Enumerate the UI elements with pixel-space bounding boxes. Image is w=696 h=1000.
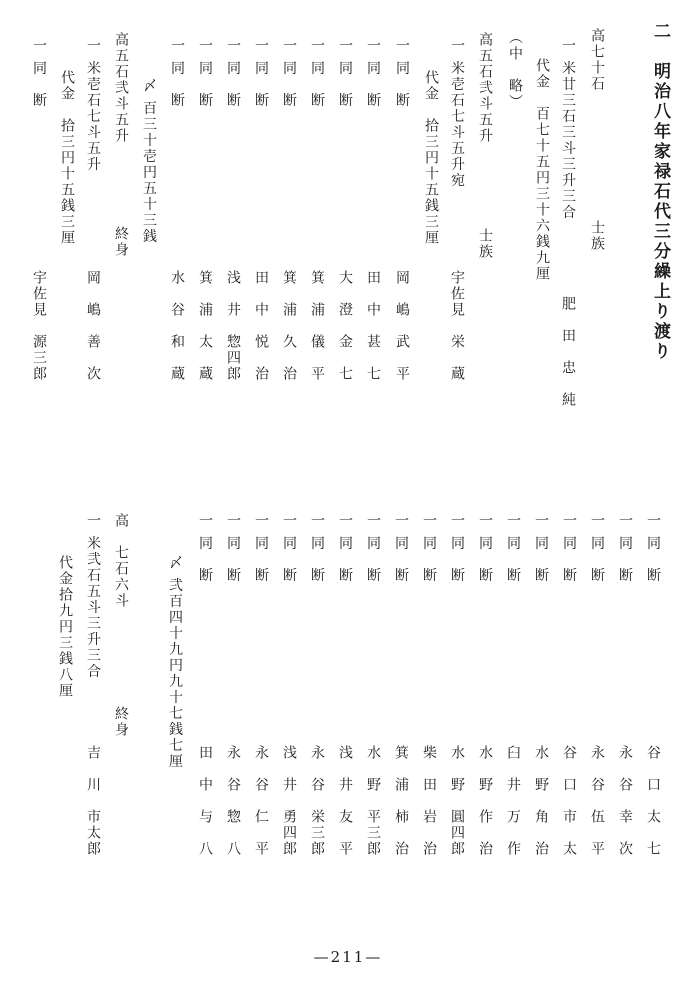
top-c2-name: 肥 田 忠 純 [560, 296, 576, 408]
top-c5-class: 士族 [477, 228, 493, 260]
list-item: 一 同 断 [309, 38, 325, 109]
top-total: 〆 百三十壱円五十三銭 [141, 78, 157, 245]
list-item: 一 同 断 [281, 38, 297, 109]
list-item: 一 同 断 [253, 38, 269, 109]
page-number: —211— [313, 948, 383, 966]
top-c8: 高五石弐斗五升 [113, 32, 129, 144]
top-c9: 一 米壱石七斗五升 [85, 38, 101, 173]
list-item-name: 永 谷 伍 平 [589, 745, 605, 857]
list-item: 一 同 断 [394, 38, 410, 109]
top-c1-class: 士族 [589, 220, 605, 252]
top-c10: 代金 拾三円十五銭三厘 [59, 70, 75, 246]
list-item-name: 柴 田 岩 治 [421, 745, 437, 857]
list-item-name: 水 谷 和 蔵 [169, 270, 185, 382]
list-item: 一 同 断 [561, 513, 577, 584]
top-c1: 高七十石 [589, 28, 605, 92]
list-item: 一 同 断 [533, 513, 549, 584]
top-c11: 一 同 断 [31, 38, 47, 109]
bottom-c1-note: 終身 [113, 706, 129, 738]
list-item: 一 同 断 [477, 513, 493, 584]
top-c9-name: 岡 嶋 善 次 [85, 270, 101, 382]
list-item: 一 同 断 [617, 513, 633, 584]
list-item-name: 谷 口 太 七 [645, 745, 661, 857]
bottom-c2: 一 米弐石五斗三升三合 [85, 513, 101, 680]
list-item: 一 同 断 [365, 513, 381, 584]
top-c8-note: 終身 [113, 226, 129, 258]
list-item: 一 同 断 [169, 38, 185, 109]
list-item-name: 永 谷 幸 次 [617, 745, 633, 857]
top-c5: 高五石弐斗五升 [477, 32, 493, 144]
list-item: 一 同 断 [365, 38, 381, 109]
bottom-c1: 高 七石六斗 [113, 513, 129, 609]
list-item-name: 田 中 与 八 [197, 745, 213, 857]
list-item-name: 谷 口 市 太 [561, 745, 577, 857]
list-item: 一 同 断 [393, 513, 409, 584]
top-c3: 代金 百七十五円三十六銭九厘 [534, 58, 550, 282]
list-item-name: 水 野 圓四郎 [449, 745, 465, 857]
list-item-name: 箕 浦 久 治 [281, 270, 297, 382]
list-item-name: 永 谷 惣 八 [225, 745, 241, 857]
list-item-name: 永 谷 栄三郎 [309, 745, 325, 857]
list-item-name: 浅 井 友 平 [337, 745, 353, 857]
list-item: 一 同 断 [505, 513, 521, 584]
list-item-name: 大 澄 金 七 [337, 270, 353, 382]
list-item-name: 岡 嶋 武 平 [394, 270, 410, 382]
top-c6-name: 宇佐見 栄 蔵 [449, 270, 465, 382]
list-item-name: 臼 井 万 作 [505, 745, 521, 857]
list-item-name: 田 中 甚 七 [365, 270, 381, 382]
list-item-name: 箕 浦 太 蔵 [197, 270, 213, 382]
list-item: 一 同 断 [309, 513, 325, 584]
list-item: 一 同 断 [421, 513, 437, 584]
list-item-name: 箕 浦 儀 平 [309, 270, 325, 382]
section-title-text: 明治八年家禄石代三分繰上り渡り [650, 62, 670, 362]
list-item-name: 浅 井 惣四郎 [225, 270, 241, 382]
section-title [651, 22, 668, 362]
list-item-name: 箕 浦 柿 治 [393, 745, 409, 857]
top-c7: 代金 拾三円十五銭三厘 [423, 70, 439, 246]
list-item: 一 同 断 [337, 38, 353, 109]
list-item: 一 同 断 [645, 513, 661, 584]
list-item: 一 同 断 [337, 513, 353, 584]
list-item-name: 永 谷 仁 平 [253, 745, 269, 857]
top-c2: 一 米廿三石三斗三升三合 [560, 38, 576, 221]
section-number: 二 [650, 22, 670, 42]
list-item: 一 同 断 [197, 38, 213, 109]
list-item-name: 田 中 悦 治 [253, 270, 269, 382]
top-c6: 一 米壱石七斗五升宛 [449, 38, 465, 189]
list-item: 一 同 断 [589, 513, 605, 584]
list-item: 一 同 断 [449, 513, 465, 584]
bottom-c2-name: 吉 川 市太郎 [85, 745, 101, 857]
list-item-name: 浅 井 勇四郎 [281, 745, 297, 857]
list-item: 一 同 断 [225, 38, 241, 109]
list-item: 一 同 断 [281, 513, 297, 584]
list-item: 一 同 断 [225, 513, 241, 584]
bottom-total: 〆 弐百四十九円九十七銭七厘 [167, 555, 183, 770]
list-item: 一 同 断 [197, 513, 213, 584]
list-item-name: 水 野 角 治 [533, 745, 549, 857]
top-c11-name: 宇佐見 源三郎 [31, 270, 47, 382]
list-item-name: 水 野 平三郎 [365, 745, 381, 857]
list-item-name: 水 野 作 治 [477, 745, 493, 857]
list-item: 一 同 断 [253, 513, 269, 584]
bottom-c3: 代金拾九円三銭八厘 [57, 555, 73, 699]
top-c4: （中 略） [507, 30, 523, 110]
